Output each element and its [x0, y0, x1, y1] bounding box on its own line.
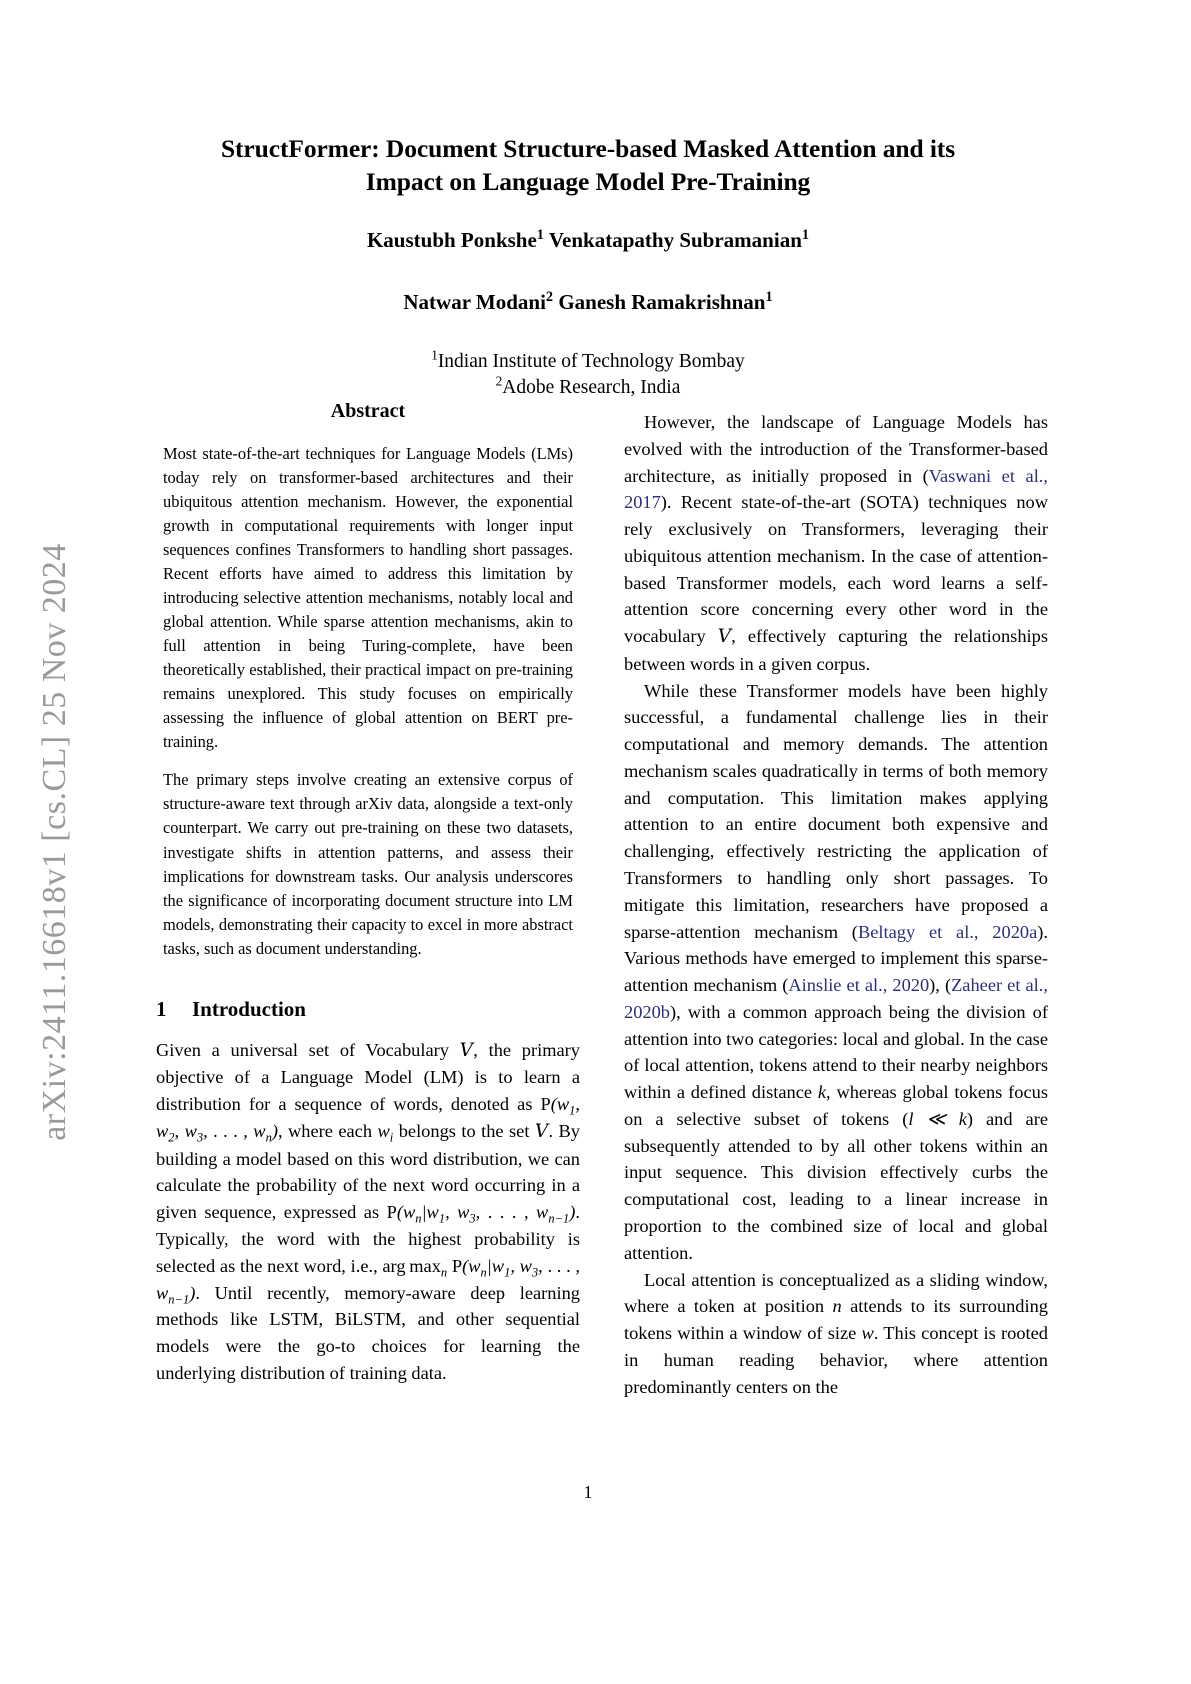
text-run: Local attention is conceptualized as a sliding window, where a token at position [624, 1269, 1048, 1317]
math-argmax-expression: arg $\max_n P(w_n|w_1$, $w_3$, . . . , $w_{n-1}$) [156, 1255, 580, 1307]
affiliation-mark-2: 2 [495, 373, 503, 389]
intro-paragraph-3 [624, 678, 1048, 1267]
text-run: ), with a common approach being the division of attention into two categories: local and global. In the case of local attention, tokens attend to their nearby neighbors within a defined distance [624, 1001, 1048, 1103]
author-affil-mark-3: 2 [545, 288, 554, 305]
citation-zaheer-2020b[interactable]: Zaheer et al., 2020b [624, 975, 1048, 1022]
affiliation-1-text: Indian Institute of Technology Bombay [437, 350, 745, 372]
affiliation-mark-1: 1 [431, 347, 438, 363]
math-distance-k: k [817, 1082, 827, 1103]
text-run: ). Various methods have emerged to implement this sparse-attention mechanism ( [624, 921, 1048, 996]
math-vocabulary-v-2: V [534, 1120, 549, 1142]
page-number: 1 [583, 1482, 593, 1502]
text-run: , whereas global tokens focus on a selective subset of tokens ( [624, 1082, 1048, 1129]
abstract-paragraph-2: The primary steps involve creating an extensive corpus of structure-aware text through arXiv data, alongside a text-only counterpart. We carry out pre-training on these two datasets, investigate shifts in attention patterns, and assess their implications for downstream tasks. Our analysis underscores the significance of incorporating document structure into LM models, demonstrating their capacity to excel in more abstract tasks, such as document understanding. [163, 770, 573, 958]
author-affil-mark-1: 1 [536, 227, 544, 244]
math-conditional-probability: $P(w_n|w_1$, $w_3$, . . . , $w_{n-1}$) [386, 1202, 576, 1226]
abstract-paragraph-1: Most state-of-the-art techniques for Language Models (LMs) today rely on transformer-based architectures and their ubiquitous attention mechanism. However, the exponential growth in computational requirements with longer input sequences confines Transformers to handling short passages. Recent efforts have aimed to address this limitation by introducing selective attention mechanisms, notably local and global attention. While sparse attention mechanisms, akin to full attention in being Turing-complete, have been theoretically established, their practical impact on pre-training remains unexplored. This study focuses on empirically assessing the influence of global attention on BERT pre-training. [163, 444, 573, 752]
author-name-3: Natwar Modani [403, 289, 546, 314]
introduction-body-right [624, 409, 1048, 1400]
text-run: , where each [277, 1120, 378, 1141]
introduction-body-left [156, 1037, 580, 1387]
text-run: While these Transformer models have been highly successful, a fundamental challenge lies in their computational and memory demands. The attention mechanism scales quadratically in terms of both memory and computation. This limitation makes applying attention to an entire document both expensive and challenging, effectively restricting the application of Transformers to handling only short passages. To mitigate this limitation, researchers have proposed a sparse-attention mechanism ( [624, 680, 1048, 942]
title-block [118, 0, 1058, 400]
math-word-i: $w_i$ [377, 1120, 394, 1145]
math-joint-probability: $P(w_1$, $w_2$, $w_3$, . . . , $w_n$) [156, 1094, 580, 1145]
text-run: . Until recently, memory-aware deep learning methods like LSTM, BiLSTM, and other sequential models were the go-to choices for learning the underlying distribution of training data. [156, 1282, 580, 1383]
text-run: , the primary objective of a Language Model (LM) is to learn a distribution for a sequence of words, denoted as [156, 1039, 580, 1115]
math-window-w: w [861, 1323, 874, 1344]
math-vocabulary-v-3: V [717, 626, 732, 648]
text-run: ) and are subsequently attended to by all other tokens within an input sequence. This division effectively curbs the computational cost, leading to a linear increase in proportion to the combined size of local and global attention. [624, 1108, 1048, 1263]
authors-line-1 [118, 227, 1058, 254]
affiliation-2-text: Adobe Research, India [502, 376, 681, 398]
text-run: . This concept is rooted in human reading behavior, where attention predominantly centers on the [624, 1323, 1048, 1397]
math-position-n: n [832, 1296, 842, 1317]
text-run: However, the landscape of Language Models has evolved with the introduction of the Transformer-based architecture, as initially proposed in ( [624, 412, 1048, 486]
two-column-body [156, 400, 1048, 1400]
text-run: belongs to the set [393, 1120, 535, 1141]
left-column [156, 400, 580, 1400]
intro-paragraph-2 [624, 409, 1048, 678]
text-run: ), ( [929, 975, 952, 996]
authors-line-2 [118, 289, 1058, 316]
right-column [624, 400, 1048, 1400]
citation-ainslie-2020[interactable]: Ainslie et al., 2020 [788, 975, 930, 996]
intro-paragraph-4 [624, 1267, 1048, 1401]
text-run: Given a universal set of Vocabulary [156, 1039, 460, 1060]
arxiv-stamp [0, 0, 110, 1684]
citation-vaswani-2017[interactable]: Vaswani et al., 2017 [624, 465, 1048, 513]
text-run: . By building a model based on this word distribution, we can calculate the probability of the next word occurring in a given sequence, expressed as [156, 1120, 580, 1223]
arxiv-stamp-text: arXiv:2411.16618v1 [cs.CL] 25 Nov 2024 [36, 543, 73, 1141]
author-affil-mark-4: 1 [765, 288, 773, 305]
author-name-1: Kaustubh Ponkshe [366, 228, 537, 253]
abstract-body [156, 442, 580, 961]
affiliation-2 [118, 375, 1058, 401]
page-title: StructFormer: Document Structure-based Masked Attention and its Impact on Language Model Pre-Training [220, 134, 956, 197]
text-run: ). Recent state-of-the-art (SOTA) techniques now rely exclusively on Transformers, leveraging their ubiquitous attention mechanism. In the case of attention-based Transformer models, each word learns a self-attention score concerning every other word in the vocabulary [624, 492, 1048, 647]
affiliations [118, 349, 1058, 400]
text-run: attends to its surrounding tokens within a window of size [624, 1296, 1048, 1344]
author-affil-mark-2: 1 [801, 227, 810, 244]
affiliation-1 [118, 349, 1058, 375]
section-title: Introduction [192, 996, 306, 1021]
abstract-heading: Abstract [330, 400, 406, 422]
author-name-4: Ganesh Ramakrishnan [558, 289, 766, 314]
text-run: , effectively capturing the relationships between words in a given corpus. [624, 626, 1048, 674]
math-vocabulary-v: V [459, 1039, 474, 1061]
paper-page [118, 0, 1058, 1684]
section-heading-introduction [156, 997, 580, 1022]
author-name-2: Venkatapathy Subramanian [548, 228, 802, 253]
section-number: 1 [156, 996, 167, 1021]
math-l-much-less-than-k: l ≪ k [908, 1108, 967, 1129]
intro-paragraph-1 [156, 1037, 580, 1387]
citation-beltagy-2020a[interactable]: Beltagy et al., 2020a [857, 921, 1038, 942]
text-run: . Typically, the word with the highest probability is selected as the next word, i.e., [156, 1202, 580, 1276]
